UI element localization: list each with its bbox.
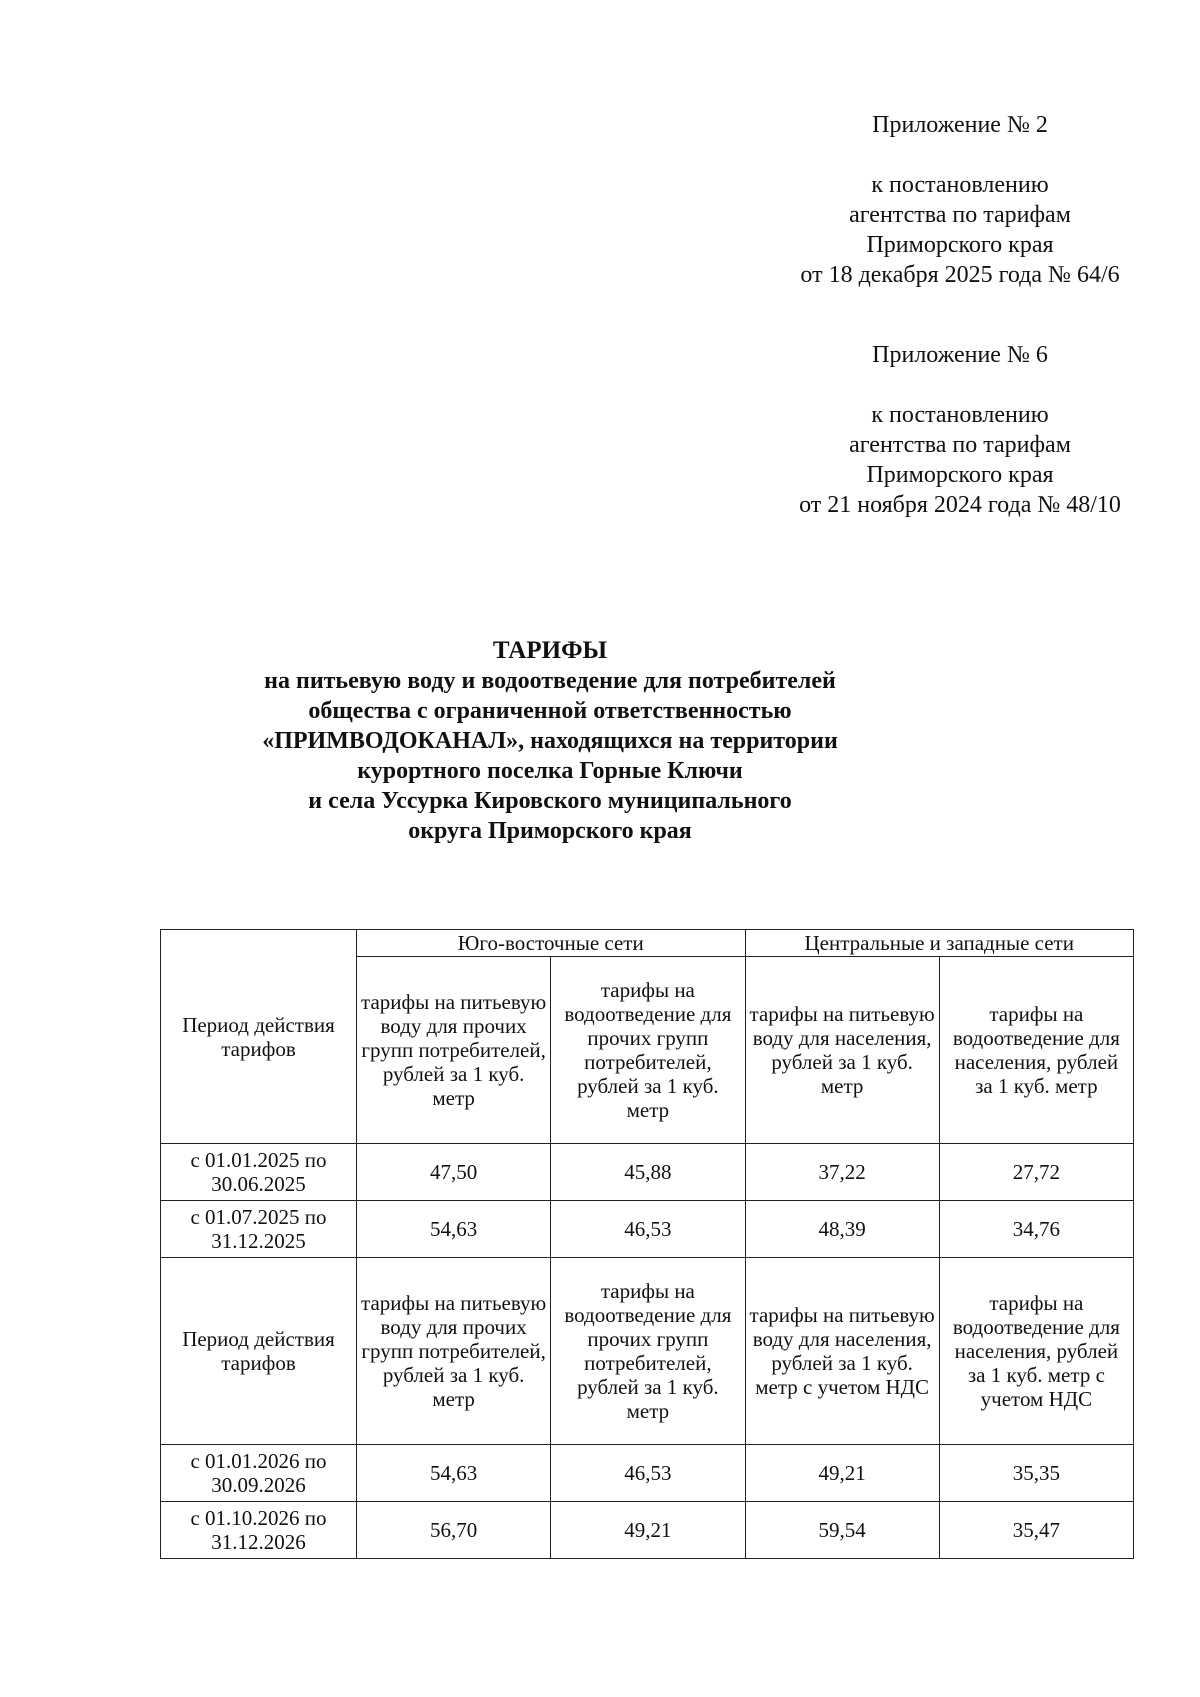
title-line: округа Приморского края [408, 818, 692, 844]
title-line: и села Уссурка Кировского муниципального [308, 788, 792, 814]
value-cell: 49,21 [551, 1502, 745, 1559]
column-header-cell: тарифы на питьевую воду для населения, рублей за 1 куб. метр с учетом НДС [745, 1258, 939, 1445]
title-line: «ПРИМВОДОКАНАЛ», находящихся на территории [262, 728, 838, 754]
value-cell: 35,35 [939, 1445, 1133, 1502]
appendix-number: Приложение № 6 [872, 342, 1048, 368]
value-cell: 45,88 [551, 1144, 745, 1201]
network-header-southeast: Юго-восточные сети [357, 930, 746, 957]
table-row [161, 1445, 1134, 1502]
column-header-cell: тарифы на питьевую воду для прочих групп потребителей, рублей за 1 куб. метр [357, 957, 551, 1144]
appendix-number: Приложение № 2 [872, 112, 1048, 138]
appendix-line: агентства по тарифам [849, 432, 1071, 458]
appendix-line: от 21 ноября 2024 года № 48/10 [799, 492, 1121, 518]
value-cell: 49,21 [745, 1445, 939, 1502]
tariffs-table [160, 929, 1134, 1559]
appendix-line: от 18 декабря 2025 года № 64/6 [800, 262, 1120, 288]
value-cell: 34,76 [939, 1201, 1133, 1258]
title-line: на питьевую воду и водоотведение для потребителей [264, 668, 836, 694]
column-header-cell: тарифы на питьевую воду для прочих групп потребителей, рублей за 1 куб. метр [357, 1258, 551, 1445]
value-cell: 46,53 [551, 1201, 745, 1258]
value-cell: 35,47 [939, 1502, 1133, 1559]
column-header-cell: тарифы на водоотведение для населения, рублей за 1 куб. метр [939, 957, 1133, 1144]
value-cell: 48,39 [745, 1201, 939, 1258]
value-cell: 59,54 [745, 1502, 939, 1559]
appendix-2-heading [690, 110, 1200, 290]
document-title [130, 636, 970, 846]
period-cell: с 01.10.2026 по 31.12.2026 [161, 1502, 357, 1559]
column-header-cell: тарифы на питьевую воду для населения, рублей за 1 куб. метр [745, 957, 939, 1144]
table-row [161, 1502, 1134, 1559]
table-row [161, 1258, 1134, 1445]
title-main: ТАРИФЫ [492, 637, 608, 664]
title-line: общества с ограниченной ответственностью [308, 698, 792, 724]
network-header-central-west: Центральные и западные сети [745, 930, 1134, 957]
table-row [161, 1144, 1134, 1201]
column-header-cell: тарифы на водоотведение для прочих групп потребителей, рублей за 1 куб. метр [551, 1258, 745, 1445]
table-row [161, 1201, 1134, 1258]
value-cell: 47,50 [357, 1144, 551, 1201]
appendix-line: Приморского края [866, 462, 1054, 488]
period-header-cell: Период действия тарифов [161, 930, 357, 1144]
period-header-cell: Период действия тарифов [161, 1258, 357, 1445]
value-cell: 54,63 [357, 1201, 551, 1258]
column-header-cell: тарифы на водоотведение для прочих групп потребителей, рублей за 1 куб. метр [551, 957, 745, 1144]
value-cell: 46,53 [551, 1445, 745, 1502]
appendix-line: к постановлению [871, 402, 1049, 428]
period-cell: с 01.01.2026 по 30.09.2026 [161, 1445, 357, 1502]
table-row [161, 930, 1134, 957]
appendix-6-heading [690, 340, 1200, 520]
period-cell: с 01.07.2025 по 31.12.2025 [161, 1201, 357, 1258]
value-cell: 56,70 [357, 1502, 551, 1559]
title-line: курортного поселка Горные Ключи [357, 758, 743, 784]
value-cell: 27,72 [939, 1144, 1133, 1201]
appendix-line: Приморского края [866, 232, 1054, 258]
period-cell: с 01.01.2025 по 30.06.2025 [161, 1144, 357, 1201]
value-cell: 54,63 [357, 1445, 551, 1502]
appendix-line: к постановлению [871, 172, 1049, 198]
appendix-line: агентства по тарифам [849, 202, 1071, 228]
value-cell: 37,22 [745, 1144, 939, 1201]
column-header-cell: тарифы на водоотведение для населения, рублей за 1 куб. метр с учетом НДС [939, 1258, 1133, 1445]
